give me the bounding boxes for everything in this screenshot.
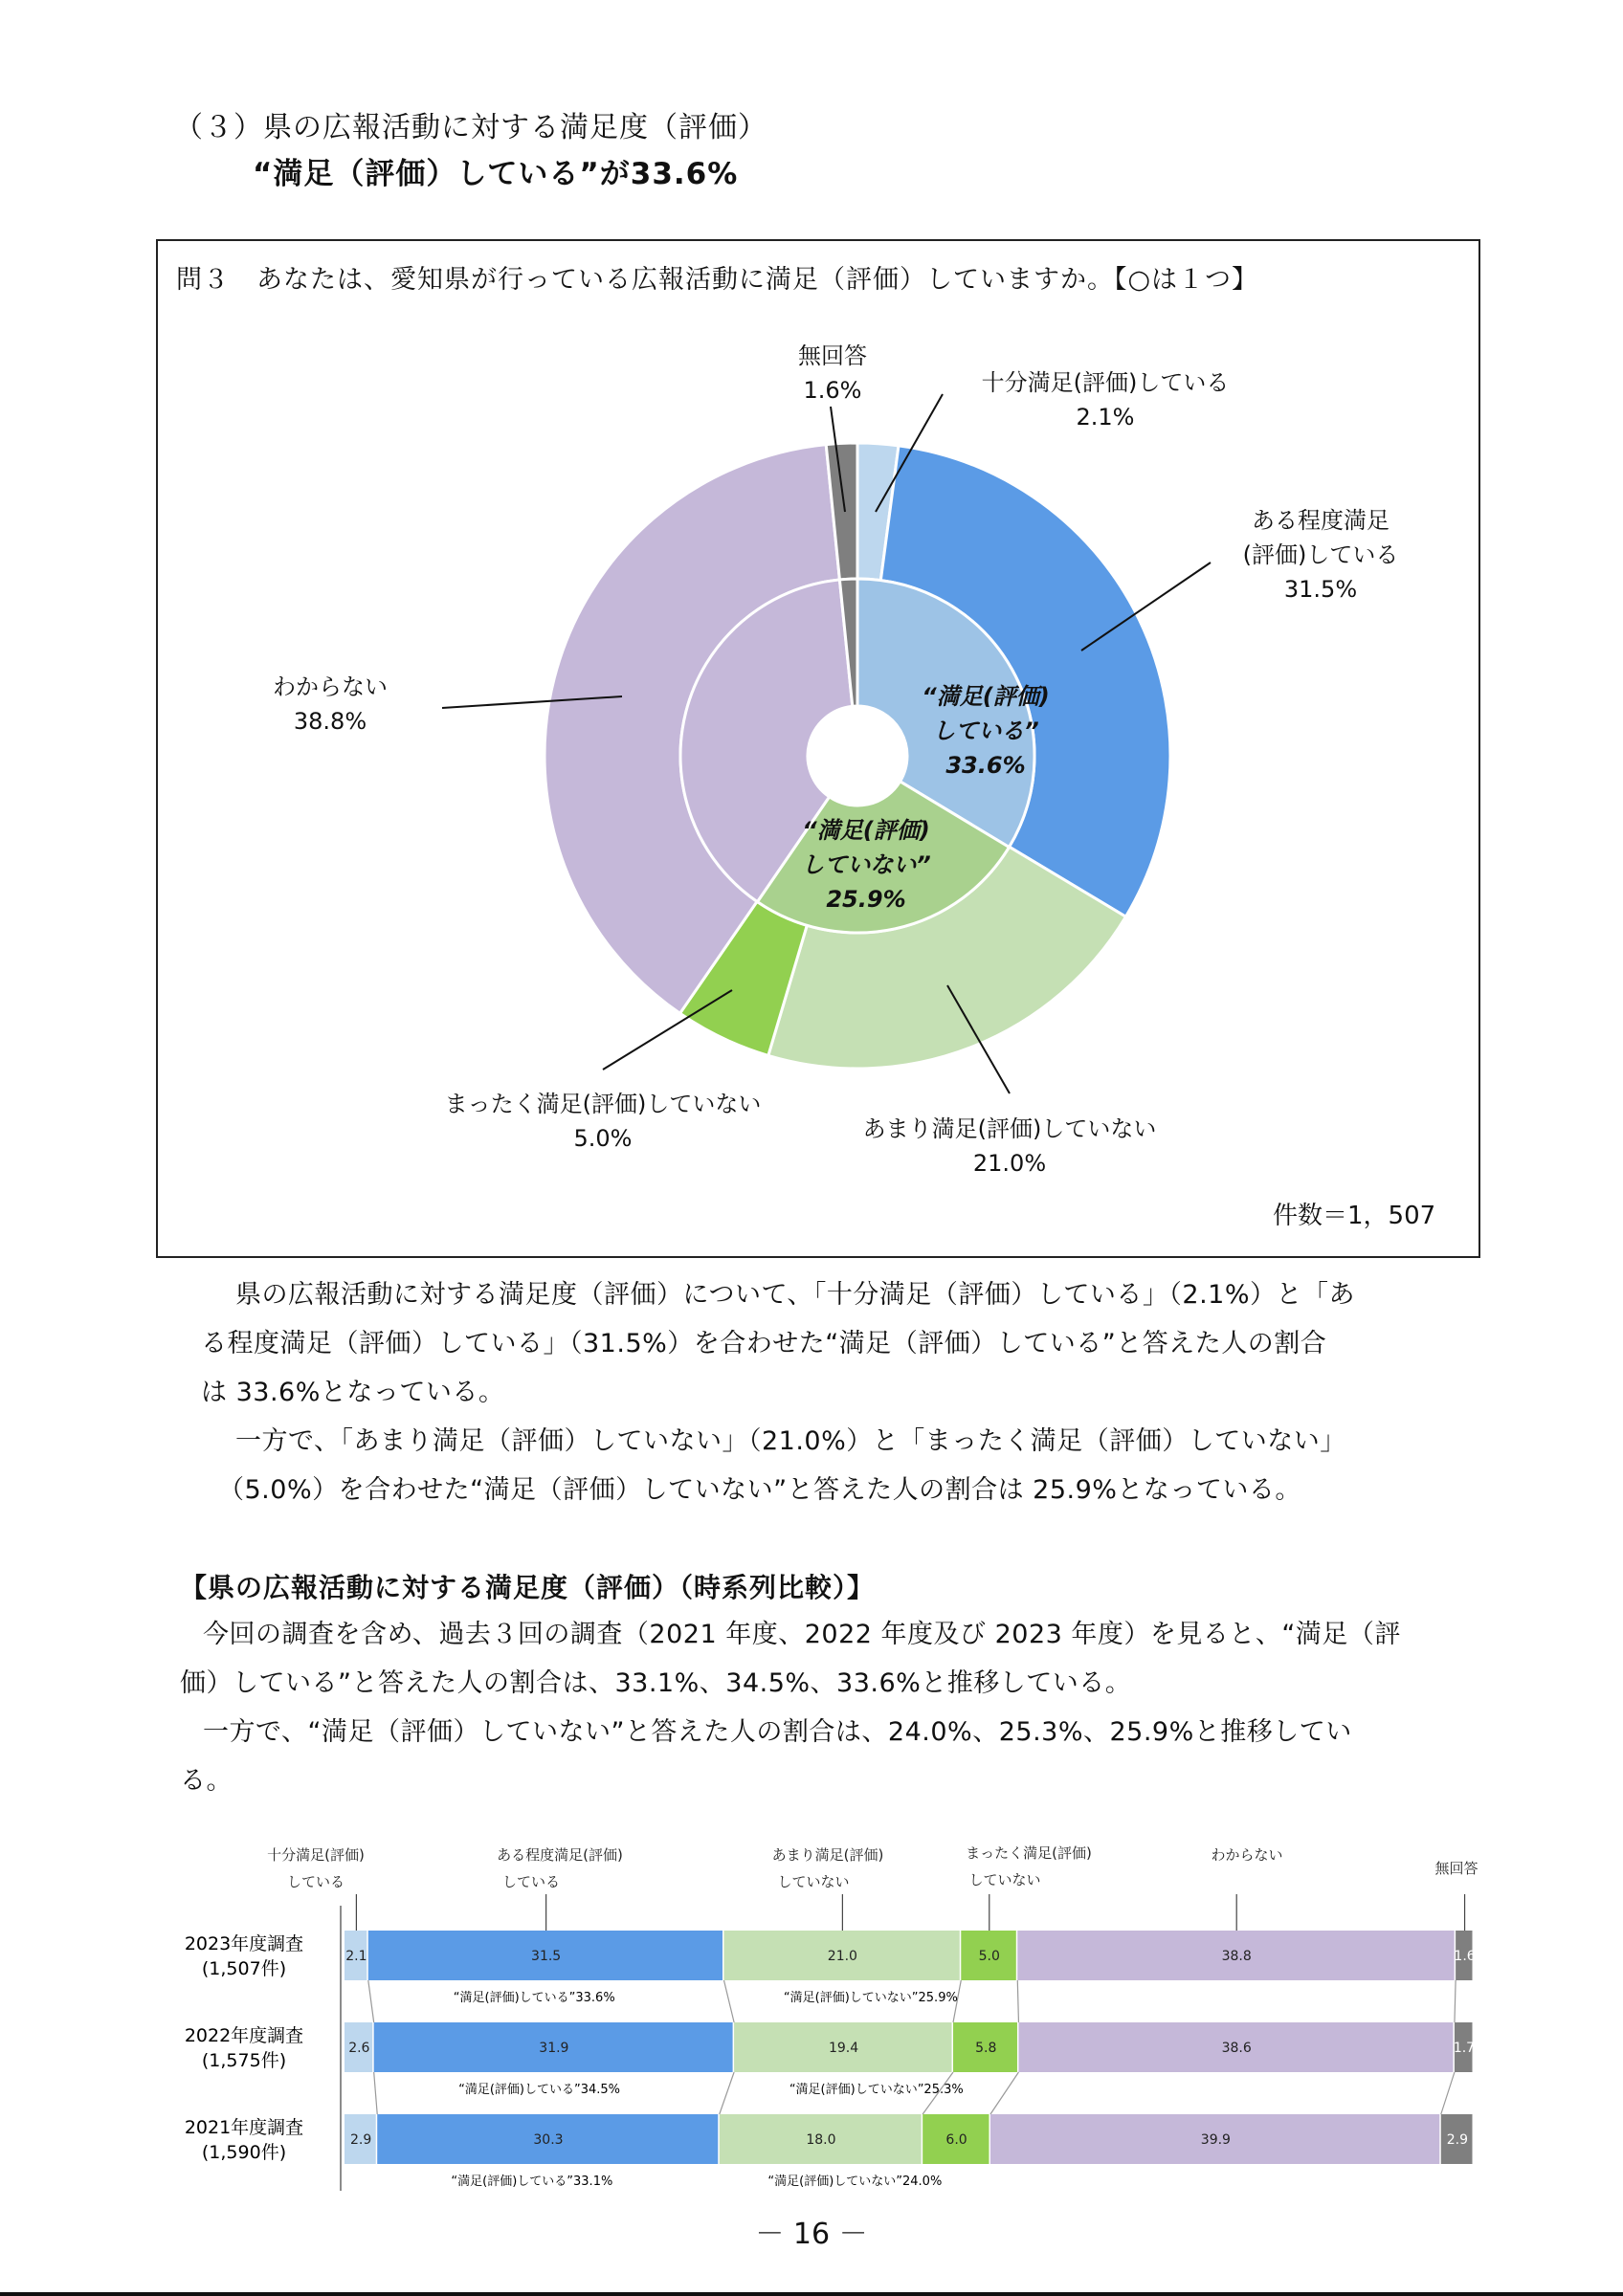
bar-value-0-4: 38.8	[1221, 1949, 1252, 1964]
description-paragraph-1	[201, 1270, 1445, 1417]
hdr-notvery-b: していない	[777, 1873, 850, 1890]
bar-value-1-4: 38.6	[1221, 2041, 1252, 2056]
bar-value-2-3: 6.0	[945, 2132, 967, 2148]
row-count-2: (1,590件)	[201, 2142, 287, 2163]
group-unsatisfied-0: “満足(評価)していない”25.9%	[783, 1991, 958, 2005]
inner-sat-line1: “満足(評価)	[922, 683, 1050, 710]
connector-0-1	[368, 1980, 374, 2022]
bar-value-0-5: 1.6	[1454, 1949, 1476, 1964]
connector-1-5	[1441, 2072, 1455, 2114]
ts-p2-line2: る。	[180, 1766, 233, 1796]
label-not-very-name: あまり満足(評価)していない	[862, 1115, 1157, 1142]
bar-value-2-4: 39.9	[1200, 2132, 1231, 2148]
hdr-noanswer: 無回答	[1434, 1860, 1478, 1877]
label-no-answer-name: 無回答	[798, 342, 867, 369]
hdr-notvery-a: あまり満足(評価)	[771, 1846, 884, 1864]
timeseries-bar-chart	[163, 1839, 1502, 2202]
inner-sat-pct: 33.6%	[945, 752, 1026, 779]
label-no-answer	[770, 339, 895, 408]
p1-line3: は 33.6%となっている。	[201, 1378, 505, 1407]
label-dont-know-name: わからない	[273, 673, 388, 700]
bar-value-1-3: 5.8	[975, 2041, 997, 2056]
group-satisfied-0: “満足(評価)している”33.6%	[453, 1991, 615, 2005]
group-satisfied-2: “満足(評価)している”33.1%	[451, 2175, 613, 2189]
inner-sat-line2: している”	[932, 718, 1039, 744]
section-subheading: “満足（評価）している”が33.6%	[253, 157, 739, 191]
page-number: － 16 －	[755, 2218, 868, 2251]
label-no-answer-pct: 1.6%	[803, 377, 862, 404]
bar-value-0-0: 2.1	[345, 1949, 367, 1964]
hdr-dontknow: わからない	[1211, 1846, 1283, 1864]
label-somewhat-satisfied	[1206, 503, 1435, 607]
connector-0-5	[1455, 1980, 1456, 2022]
p2-line2: （5.0%）を合わせた“満足（評価）していない”と答えた人の割合は 25.9%となっている。	[218, 1475, 1301, 1505]
timeseries-heading: 【県の広報活動に対する満足度（評価）（時系列比較）】	[180, 1572, 876, 1603]
ts-p1-line1: 今回の調査を含め、過去３回の調査（2021 年度、2022 年度及び 2023 年度）を見ると、“満足（評	[203, 1620, 1401, 1649]
timeseries-paragraph-2	[180, 1708, 1424, 1805]
connector-1-2	[720, 2072, 734, 2114]
hdr-notatall-b: していない	[968, 1871, 1041, 1888]
bar-value-2-1: 30.3	[533, 2132, 564, 2148]
bar-value-0-2: 21.0	[827, 1949, 857, 1964]
inner-unsat-line1: “満足(評価)	[802, 817, 930, 844]
label-somewhat-pct: 31.5%	[1283, 576, 1358, 603]
hdr-notatall-a: まったく満足(評価)	[966, 1844, 1092, 1862]
section-heading: （３）県の広報活動に対する満足度（評価）	[174, 111, 767, 144]
bar-value-2-2: 18.0	[806, 2132, 836, 2148]
page-bottom-rule	[0, 2292, 1623, 2296]
bar-value-1-2: 19.4	[828, 2041, 859, 2056]
bar-value-1-5: 1.7	[1453, 2041, 1476, 2056]
ts-p1-line2: 価）している”と答えた人の割合は、33.1%、34.5%、33.6%と推移している。	[180, 1668, 1132, 1698]
label-very-satisfied	[947, 365, 1263, 434]
label-not-at-all-pct: 5.0%	[573, 1125, 633, 1152]
row-label-0: 2023年度調査	[184, 1933, 304, 1954]
label-somewhat-name-1: ある程度満足	[1252, 507, 1390, 534]
label-dont-know	[258, 670, 402, 739]
bar-value-0-1: 31.5	[531, 1949, 562, 1964]
label-dont-know-pct: 38.8%	[293, 708, 367, 735]
hdr-somewhat-a: ある程度満足(評価)	[497, 1846, 623, 1864]
connector-1-1	[374, 2072, 378, 2114]
inner-label-satisfied	[880, 679, 1091, 783]
bar-value-2-0: 2.9	[349, 2132, 372, 2148]
label-not-very	[833, 1112, 1187, 1181]
inner-label-unsatisfied	[761, 813, 971, 916]
description-paragraph-2	[201, 1417, 1445, 1514]
label-not-at-all-name: まったく満足(評価)していない	[444, 1091, 762, 1117]
hdr-somewhat-b: している	[501, 1873, 561, 1890]
label-not-at-all	[411, 1087, 794, 1156]
bar-value-1-1: 31.9	[539, 2041, 569, 2056]
label-somewhat-name-2: (評価)している	[1242, 541, 1399, 568]
inner-unsat-pct: 25.9%	[826, 886, 906, 913]
hdr-very-b: している	[286, 1873, 345, 1890]
bar-value-2-5: 2.9	[1446, 2132, 1469, 2148]
connector-0-2	[723, 1980, 734, 2022]
timeseries-paragraph-1	[180, 1610, 1424, 1708]
ts-p2-line1: 一方で、“満足（評価）していない”と答えた人の割合は、24.0%、25.3%、25.9%と推移してい	[203, 1717, 1352, 1747]
row-label-1: 2022年度調査	[184, 2025, 304, 2046]
label-very-satisfied-name: 十分満足(評価)している	[981, 369, 1230, 396]
p1-line1: 県の広報活動に対する満足度（評価）について、「十分満足（評価）している」（2.1%）と「あ	[235, 1280, 1356, 1310]
row-count-1: (1,575件)	[201, 2050, 287, 2071]
hdr-very-a: 十分満足(評価)	[267, 1846, 365, 1864]
connector-0-4	[1017, 1980, 1018, 2022]
response-count: 件数＝1，507	[1273, 1202, 1436, 1230]
bar-value-1-0: 2.6	[348, 2041, 370, 2056]
label-very-satisfied-pct: 2.1%	[1076, 404, 1135, 430]
group-unsatisfied-2: “満足(評価)していない”24.0%	[767, 2175, 943, 2189]
connector-1-4	[990, 2072, 1019, 2114]
label-not-very-pct: 21.0%	[972, 1150, 1047, 1177]
p1-line2: る程度満足（評価）している」（31.5%）を合わせた“満足（評価）している”と答えた人の割合	[201, 1329, 1327, 1358]
question-text: 問３ あなたは、愛知県が行っている広報活動に満足（評価）していますか。【○は１つ】	[176, 265, 1259, 295]
row-count-0: (1,507件)	[201, 1958, 287, 1979]
group-unsatisfied-1: “満足(評価)していない”25.3%	[789, 2083, 964, 2097]
inner-unsat-line2: していない”	[801, 851, 931, 878]
group-satisfied-1: “満足(評価)している”34.5%	[458, 2083, 621, 2097]
bar-value-0-3: 5.0	[978, 1949, 1000, 1964]
row-label-2: 2021年度調査	[184, 2117, 304, 2138]
p2-line1: 一方で、「あまり満足（評価）していない」（21.0%）と「まったく満足（評価）していない」	[235, 1426, 1346, 1456]
